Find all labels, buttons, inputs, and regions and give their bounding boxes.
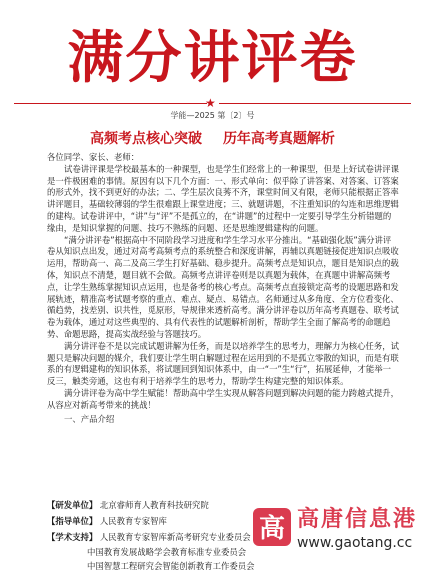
star-icon: ★	[205, 96, 216, 110]
subtitle-left: 高频考点核心突破	[90, 131, 203, 147]
support-value-3: 中国智慧工程研究会智能创新教育工作委员会	[87, 561, 255, 571]
support-value-2: 中国教育发展战略学会教育标准专业委员会	[87, 547, 247, 557]
divider-right	[219, 103, 411, 104]
support-value-1: 人民教育专家智库新高考研究专业委员会	[99, 532, 251, 542]
subtitle-right: 历年高考真题解析	[222, 131, 335, 147]
dev-value: 北京睿师育人教育科技研究院	[99, 500, 209, 510]
info-row-guide	[47, 513, 255, 529]
watermark-logo-icon: 高	[253, 508, 291, 546]
watermark-name: 高唐信息港	[296, 506, 417, 532]
dev-label: 【研发单位】	[47, 500, 98, 510]
guide-value: 人民教育专家智库	[99, 516, 167, 526]
letter-body	[47, 152, 399, 425]
info-row-support	[47, 529, 255, 545]
guide-label: 【指导单位】	[47, 516, 98, 526]
info-row-dev	[47, 497, 255, 513]
divider-left	[14, 103, 207, 104]
subtitle	[0, 128, 425, 148]
product-info	[47, 497, 255, 573]
section-title: 一、产品介绍	[64, 413, 115, 424]
paragraph-2: “满分讲评卷”根据高中不同阶段学习进度和学生学习水平分推出。“基础强化版”满分讲评卷从知识点出发，通过对高考高频考点的系统整合和深度讲解，再辅以真题链接促进知识点吸收运用，帮助高一、高二及高三学生打好基础、稳步提升。高频考点是知识点，题目是知识点的载体，知识点不清楚，题目就不会做。高频考点讲评卷则是以真题为载体，在真题中讲解高频考点，让学生熟练掌握知识点运用，也是备考的核心考点。高频考点直接锁定高考的设题思路和发展轨迹，精准高考试题考察的重点、难点、疑点、易错点。名师通过从多角度、全方位看变化、循趋势，找差别、识共性，觅原形，导规律来透析高考。满分讲评卷以历年高考真题卷、联考试卷为载体，通过对这些典型的、具有代表性的试题解析剖析，帮助学生全面了解高考的命题趋势、命题思路，提高实战经验与答题技巧。	[47, 234, 399, 339]
watermark	[253, 502, 417, 551]
masthead-title: 满分讲评卷	[67, 25, 358, 91]
issue-number: 学能—2025 第〔2〕号	[170, 111, 255, 120]
salutation: 各位同学、家长、老师：	[47, 152, 140, 162]
support-label: 【学术支持】	[47, 532, 98, 542]
paragraph-4: 满分讲评卷为高中学生赋能！帮助高中学生实现从解答问题到解决问题的能力跨越式提升，从容应对新高考带来的挑战！	[47, 387, 399, 410]
watermark-url: www.gaotang.cc	[296, 535, 413, 551]
paragraph-1: 试卷讲评课是学校最基本的一种课型，也是学生们经常上的一种课型，但是上好试卷讲评课是一件极困难的事情。原因有以下几个方面：一、形式单向：似乎除了讲答案、对答案、订答案的形式外，找不到更好的办法；二、学生层次良莠不齐，课堂时间又有限，老师只能根据正答率讲评题目，基础较薄弱的学生很难跟上课堂进度；三、就题讲题，不注重知识的勾连和思维逻辑的建构。试卷讲评中，“讲”与“评”不是孤立的，在“讲题”的过程中一定要引导学生分析错题的缘由，是知识掌握的问题、技巧不熟练的问题、还是思维逻辑建构的问题。	[47, 163, 399, 233]
paragraph-3: 满分讲评卷不是以完成试题讲解为任务，而是以培养学生的思考力，理解力为核心任务，试题只是解决问题的媒介，我们要让学生明白解题过程在运用到的不是孤立零散的知识，而是有联系的有逻辑建构的知识体系，将试题回到知识体系中，由一“一”生“行”，拓展延伸，才能举一反三，触类旁通，这也有利于培养学生的思考力，帮助学生构建完整的知识体系。	[47, 340, 399, 387]
